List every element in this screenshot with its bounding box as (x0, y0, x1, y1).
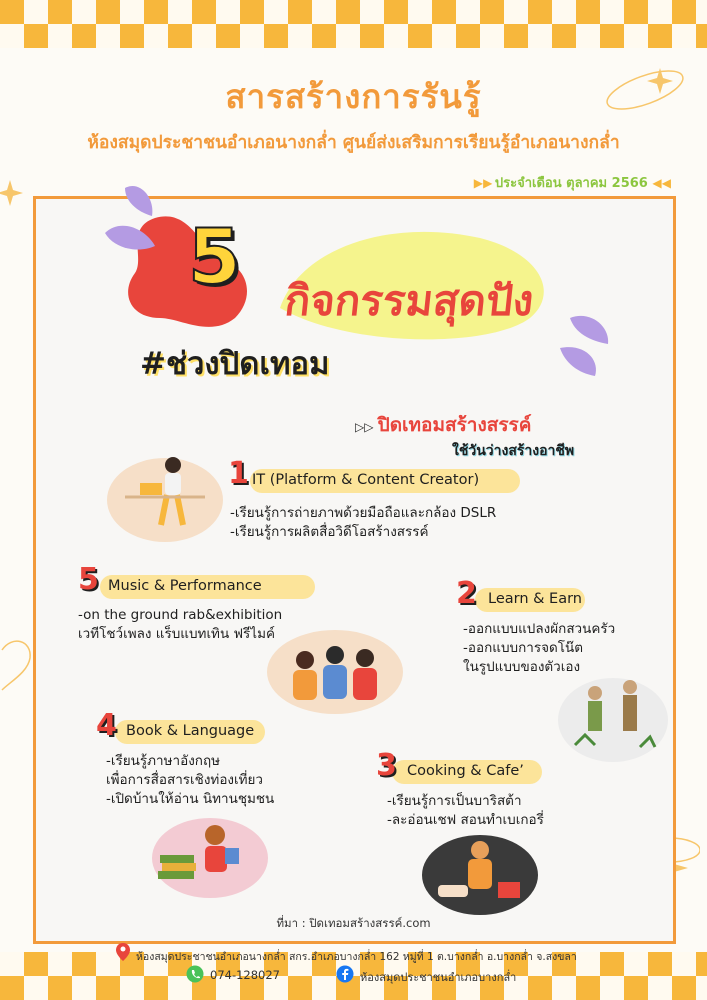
list-item: -ออกแบบการจดโน๊ต (463, 640, 584, 656)
checker-square (600, 24, 624, 48)
checker-square (600, 0, 624, 24)
checker-square (288, 0, 312, 24)
facebook-icon[interactable] (336, 965, 354, 983)
section-2-title: Learn & Earn (488, 591, 582, 607)
checker-square (528, 0, 552, 24)
reading-child-illustration (150, 810, 270, 900)
laptop-person-illustration (105, 445, 225, 545)
section-3-number: 3 (376, 748, 397, 783)
checker-square (96, 24, 120, 48)
checker-square (360, 24, 384, 48)
checker-square (648, 24, 672, 48)
checker-square (240, 0, 264, 24)
list-item: -เรียนรู้การถ่ายภาพด้วยมือถือและกล้อง DSLR (230, 505, 497, 521)
section-5-list (78, 606, 282, 644)
checker-square (120, 24, 144, 48)
checker-square (0, 0, 24, 24)
checker-square (72, 24, 96, 48)
footer (0, 940, 707, 1000)
checker-square (288, 24, 312, 48)
checker-square (576, 0, 600, 24)
checker-square (504, 24, 528, 48)
checker-square (384, 24, 408, 48)
checker-square (192, 24, 216, 48)
hero-headline: กิจกรรมสุดปัง (282, 276, 536, 325)
list-item: เวทีโชว์เพลง แร็บแบทเทิน ฟรีไมค์ (78, 626, 276, 642)
page-subtitle: ห้องสมุดประชาชนอำเภอนางกล่ำ ศูนย์ส่งเสริมการเรียนรู้อำเภอนางกล่ำ (87, 133, 620, 153)
slogan-sub: ใช้วันว่างสร้างอาชีพ (452, 443, 575, 459)
list-item: -ละอ่อนเชฟ สอนทำเบเกอรี่ (387, 812, 544, 828)
checker-square (96, 0, 120, 24)
checker-square (456, 0, 480, 24)
checker-square (168, 0, 192, 24)
triangle-left-icon: ◀ ◀ (652, 176, 669, 190)
section-3-title: Cooking & Cafe’ (407, 763, 524, 779)
sparkle-decoration-icon (0, 160, 34, 220)
checker-square (0, 24, 24, 48)
list-item: -เปิดบ้านให้อ่าน นิทานชุมชน (106, 791, 275, 807)
checker-square (360, 0, 384, 24)
checker-square (336, 0, 360, 24)
section-4-title: Book & Language (126, 723, 255, 739)
music-group-illustration (265, 620, 405, 715)
slogan-main (355, 410, 531, 440)
month-text: ประจำเดือน ตุลาคม 2566 (494, 176, 648, 191)
section-5-number: 5 (78, 562, 99, 597)
checker-square (72, 0, 96, 24)
triangle-right-icon: ▷▷ (355, 420, 378, 434)
section-1-title: IT (Platform & Content Creator) (252, 472, 480, 488)
source-credit: ที่มา : ปิดเทอมสร้างสรรค์.com (276, 916, 431, 930)
checker-square (384, 0, 408, 24)
checker-square (336, 24, 360, 48)
checker-square (216, 0, 240, 24)
section-1-number: 1 (228, 456, 249, 491)
checker-square (696, 24, 707, 48)
checker-square (576, 24, 600, 48)
slogan-main-text: ปิดเทอมสร้างสรรค์ (377, 414, 532, 436)
checker-square (24, 0, 48, 24)
checker-square (240, 24, 264, 48)
checker-square (144, 0, 168, 24)
checker-square (432, 0, 456, 24)
checker-square (648, 0, 672, 24)
list-item: เพื่อการสื่อสารเชิงท่องเที่ยว (106, 772, 264, 788)
checker-square (504, 0, 528, 24)
section-3-list (387, 792, 544, 830)
hero-number: 5 (188, 212, 241, 301)
whatsapp-phone-icon (186, 965, 204, 983)
checker-square (480, 24, 504, 48)
checker-square (624, 24, 648, 48)
top-checker-border (0, 0, 707, 48)
list-item: -เรียนรู้ภาษาอังกฤษ (106, 753, 221, 769)
triangle-right-icon: ▶ ▶ (473, 176, 491, 190)
section-1-list (230, 504, 496, 542)
section-2-number: 2 (456, 576, 477, 611)
checker-square (264, 0, 288, 24)
footer-address: ห้องสมุดประชาชนอำเภอนางกล่ำ สกร.อำเภอบางกล่ำ 162 หมู่ที่ 1 ต.บางกล่ำ อ.บางกล่ำ จ.สงขลา (136, 951, 577, 963)
footer-phone: 074-128027 (210, 968, 280, 982)
section-4-number: 4 (96, 708, 117, 743)
checker-square (408, 24, 432, 48)
checker-square (144, 24, 168, 48)
list-item: ในรูปแบบของตัวเอง (463, 659, 581, 675)
hero-hashtag: #ช่วงปิดเทอม (140, 346, 330, 382)
gardening-illustration (555, 665, 670, 765)
page-title: สารสร้างการรันรู้ (225, 77, 482, 116)
checker-square (696, 0, 707, 24)
cooking-illustration (420, 830, 540, 915)
list-item: -ออกแบบแปลงผักสวนครัว (463, 621, 616, 637)
checker-square (24, 24, 48, 48)
checker-square (168, 24, 192, 48)
checker-square (672, 0, 696, 24)
checker-square (48, 0, 72, 24)
checker-square (216, 24, 240, 48)
checker-square (552, 0, 576, 24)
list-item: -on the ground rab&exhibition (78, 607, 283, 623)
checker-square (528, 24, 552, 48)
section-4-list (106, 752, 274, 809)
checker-square (456, 24, 480, 48)
checker-square (264, 24, 288, 48)
checker-square (552, 24, 576, 48)
checker-square (408, 0, 432, 24)
location-pin-icon (116, 942, 130, 962)
checker-square (624, 0, 648, 24)
checker-square (120, 0, 144, 24)
footer-facebook-name[interactable]: ห้องสมุดประชาชนอำเภอบางกล่ำ (360, 971, 517, 984)
list-item: -เรียนรู้การผลิตสื่อวิดีโอสร้างสรรค์ (230, 524, 429, 540)
checker-square (192, 0, 216, 24)
section-5-title: Music & Performance (108, 578, 262, 594)
checker-square (48, 24, 72, 48)
checker-square (672, 24, 696, 48)
checker-square (432, 24, 456, 48)
checker-square (480, 0, 504, 24)
checker-square (312, 24, 336, 48)
checker-square (312, 0, 336, 24)
list-item: -เรียนรู้การเป็นบาริสต้า (387, 793, 522, 809)
